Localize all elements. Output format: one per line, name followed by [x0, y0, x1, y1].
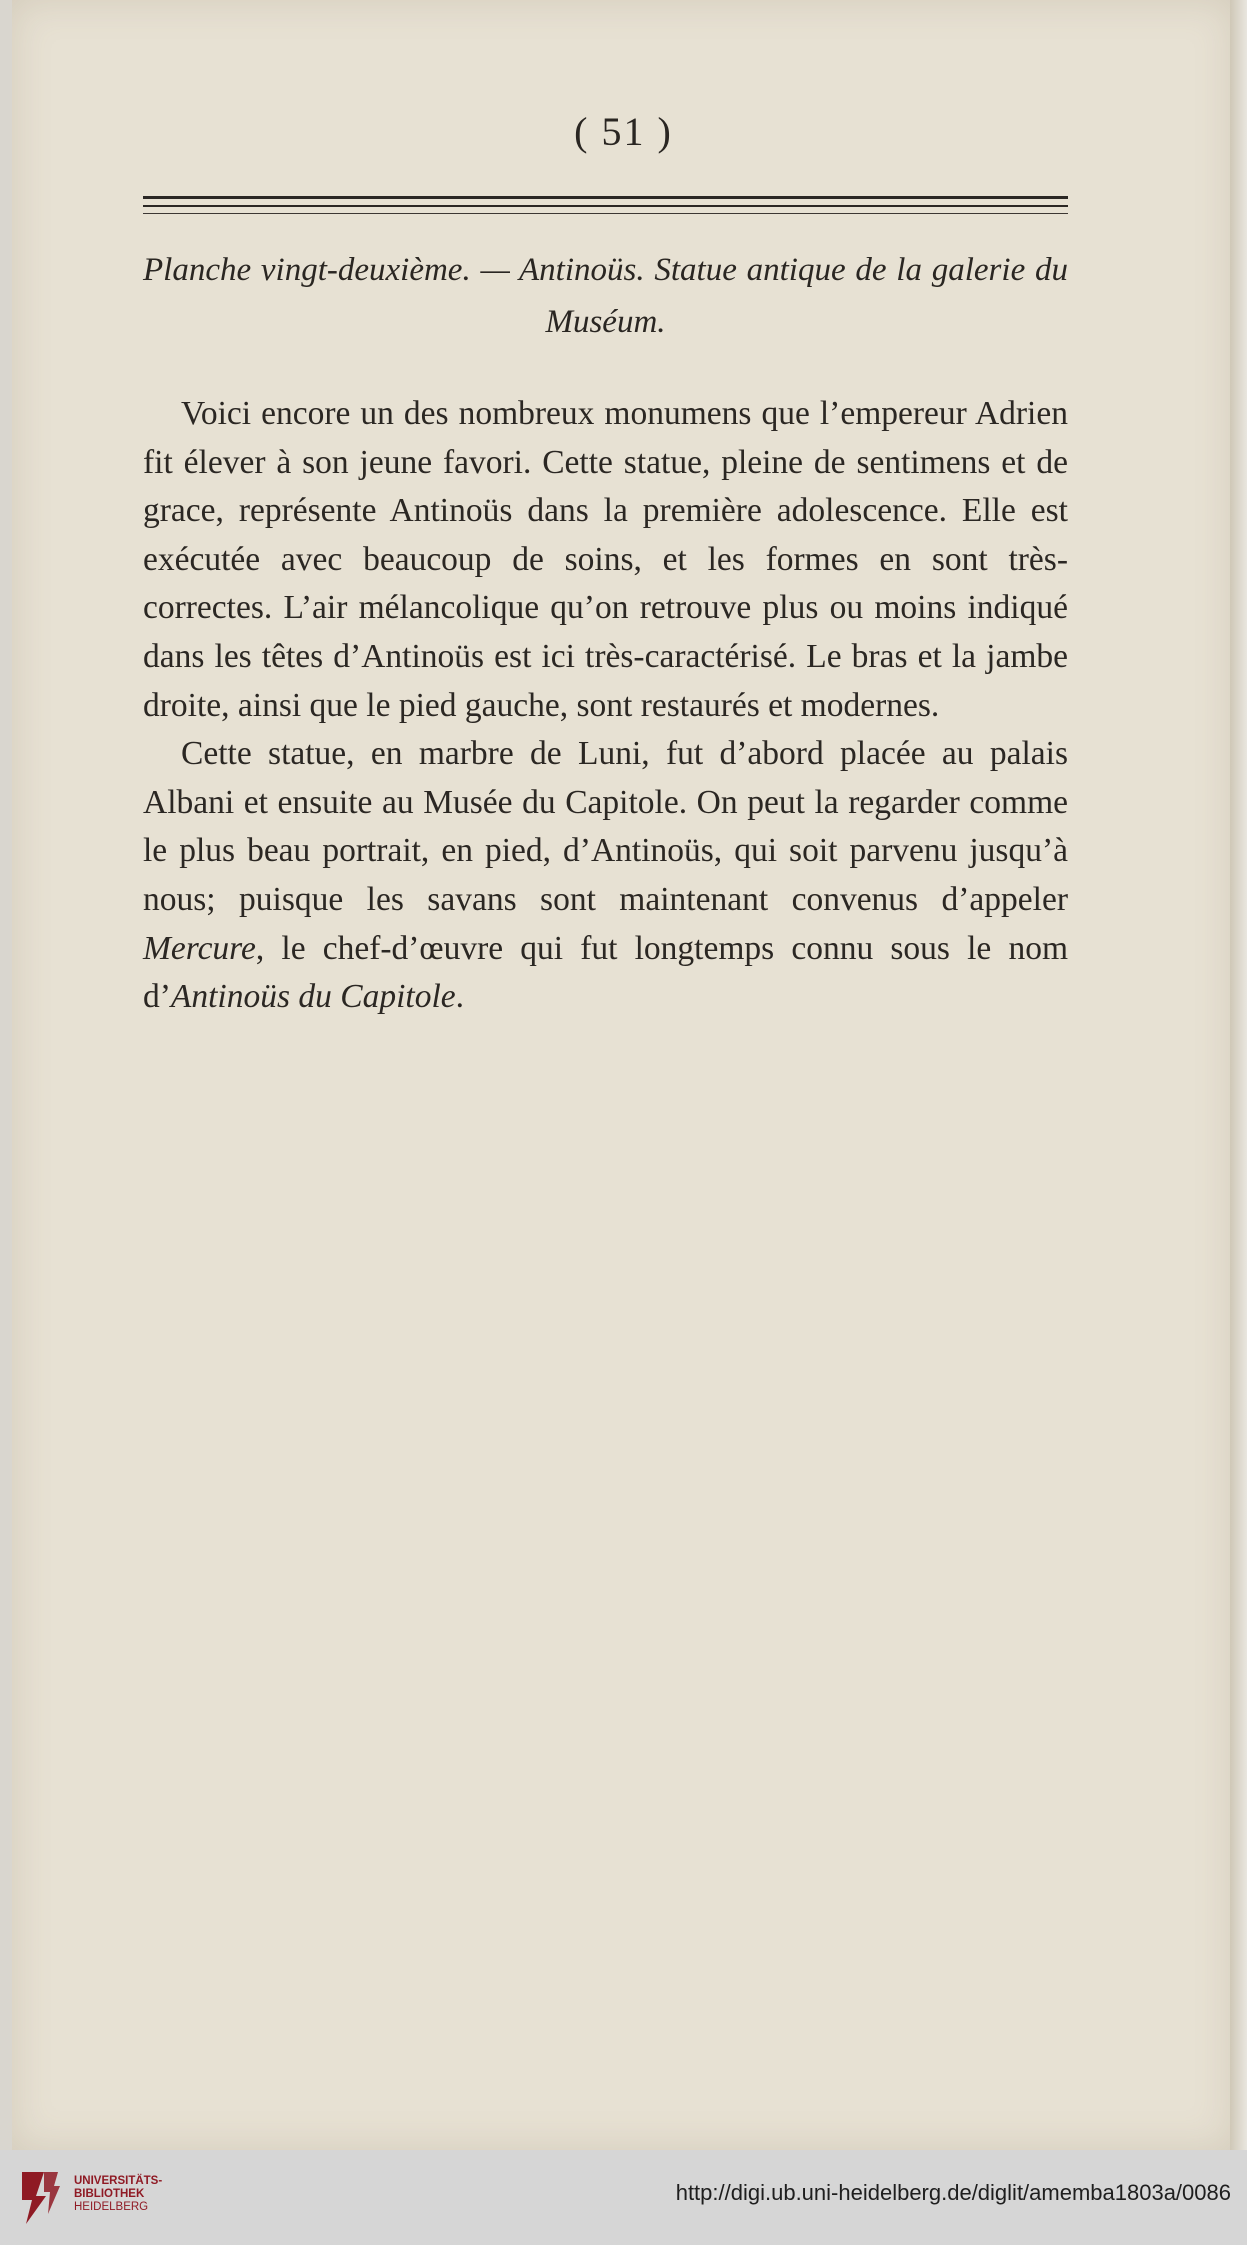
library-name — [74, 2175, 162, 2214]
caption-line-2: la galerie du Muséum. — [545, 252, 1068, 340]
italic-antinous-du-capitole: Antinoüs du Capitole — [170, 978, 456, 1016]
paragraph-2-text-b: , le chef-d’œuvre qui fut longtemps connu sous le nom d’ — [143, 929, 1068, 1016]
page-number-header: ( 51 ) — [574, 109, 673, 154]
plate-caption — [143, 244, 1068, 348]
paragraph-2-text-a: Cette statue, en marbre de Luni, fut d’abord placée au palais Albani et ensuite au Musée du Capitole. On peut la regarder comme le plus beau portrait, en pied, d’Antinoüs, qui soit parvenu jusqu’à nous; puisque les savans sont maintenant convenus d’appeler — [143, 735, 1068, 918]
header-rule-thin — [143, 213, 1068, 214]
paragraph-2 — [143, 730, 1068, 1022]
library-name-line-1: UNIVERSITÄTS- — [74, 2175, 163, 2187]
library-name-line-2: BIBLIOTHEK — [74, 2188, 145, 2200]
body-text — [143, 390, 1068, 1022]
header-rule-middle — [143, 205, 1068, 207]
source-url-link[interactable]: http://digi.ub.uni-heidelberg.de/diglit/amemba1803a/0086 — [675, 2180, 1231, 2205]
heidelberg-library-logo-icon — [14, 2166, 66, 2228]
paragraph-2-text-c: . — [455, 978, 465, 1016]
caption-line-1: Planche vingt-deuxième. — Antinoüs. Statue antique de — [143, 252, 887, 288]
footer-bar — [0, 2150, 1247, 2245]
page-edge — [1230, 0, 1247, 2150]
paragraph-1: Voici encore un des nombreux monumens que l’empereur Adrien fit élever à son jeune favori. Cette statue, pleine de sentimens et de grace, représente Antinoüs dans la première adolescence. Elle est exécutée avec beaucoup de soins, et les formes en sont très-correctes. L’air mélancolique qu’on retrouve plus ou moins indiqué dans les têtes d’Antinoüs est ici très-caractérisé. Le bras et la jambe droite, ainsi que le pied gauche, sont restaurés et modernes. — [143, 395, 1068, 724]
library-name-line-3: HEIDELBERG — [74, 2201, 149, 2213]
header-rule-thick — [143, 196, 1068, 199]
italic-mercure: Mercure — [143, 929, 256, 967]
